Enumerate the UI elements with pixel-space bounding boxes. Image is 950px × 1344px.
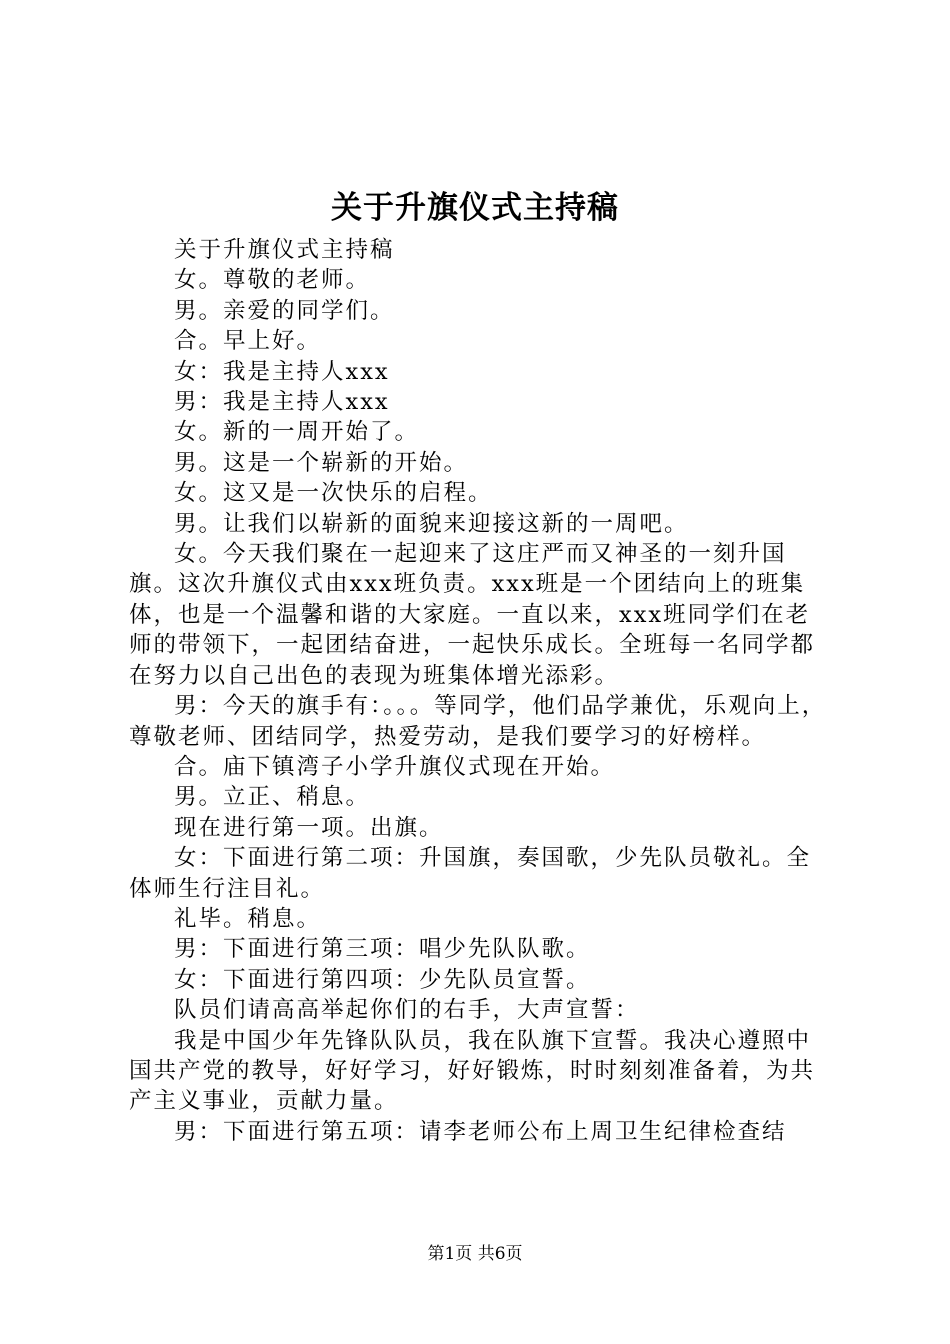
paragraph: 男：我是主持人xxx (174, 389, 390, 416)
paragraph: 男。立正、稍息。 (174, 784, 371, 811)
paragraph: 男。亲爱的同学们。 (174, 297, 395, 324)
paragraph: 男。让我们以崭新的面貌来迎接这新的一周吧。 (174, 510, 689, 537)
paragraph: 女。新的一周开始了。 (174, 419, 420, 446)
paragraph: 男：今天的旗手有：。。。等同学，他们品学兼优，乐观向上，尊敬老师、团结同学，热爱劳动，是我们要学习的好榜样。 (129, 693, 827, 750)
paragraph: 女：我是主持人xxx (174, 358, 390, 385)
paragraph: 现在进行第一项。出旗。 (174, 814, 444, 841)
paragraph: 礼毕。稍息。 (174, 905, 322, 932)
paragraph: 女。尊敬的老师。 (174, 267, 371, 294)
paragraph: 男：下面进行第三项：唱少先队队歌。 (174, 936, 591, 963)
paragraph: 女。这又是一次快乐的启程。 (174, 480, 493, 507)
paragraph: 我是中国少年先锋队队员，我在队旗下宣誓。我决心遵照中国共产党的教导，好好学习，好好锻炼，时时刻刻准备着，为共产主义事业，贡献力量。 (129, 1027, 816, 1115)
paragraph: 队员们请高高举起你们的右手，大声宣誓： (174, 997, 640, 1024)
paragraph: 男：下面进行第五项：请李老师公布上周卫生纪律检查结 (174, 1118, 787, 1145)
paragraph: 合。早上好。 (174, 328, 322, 355)
paragraph: 女。今天我们聚在一起迎来了这庄严而又神圣的一刻升国旗。这次升旗仪式由xxx班负责。xxx班是一个团结向上的班集体，也是一个温馨和谐的大家庭。一直以来，xxx班同学们在老师的带领下，一起团结奋进，一起快乐成长。全班每一名同学都在努力以自己出色的表现为班集体增光添彩。 (129, 541, 816, 689)
paragraph: 女：下面进行第四项：少先队员宣誓。 (174, 966, 591, 993)
document-body (129, 235, 834, 1147)
page-footer: 第1页 共6页 (427, 1244, 523, 1264)
paragraph: 合。庙下镇湾子小学升旗仪式现在开始。 (174, 753, 616, 780)
document-title: 关于升旗仪式主持稿 (331, 190, 619, 226)
paragraph: 男。这是一个崭新的开始。 (174, 449, 469, 476)
paragraph: 关于升旗仪式主持稿 (174, 237, 395, 263)
paragraph: 女：下面进行第二项：升国旗，奏国歌，少先队员敬礼。全体师生行注目礼。 (129, 845, 812, 902)
